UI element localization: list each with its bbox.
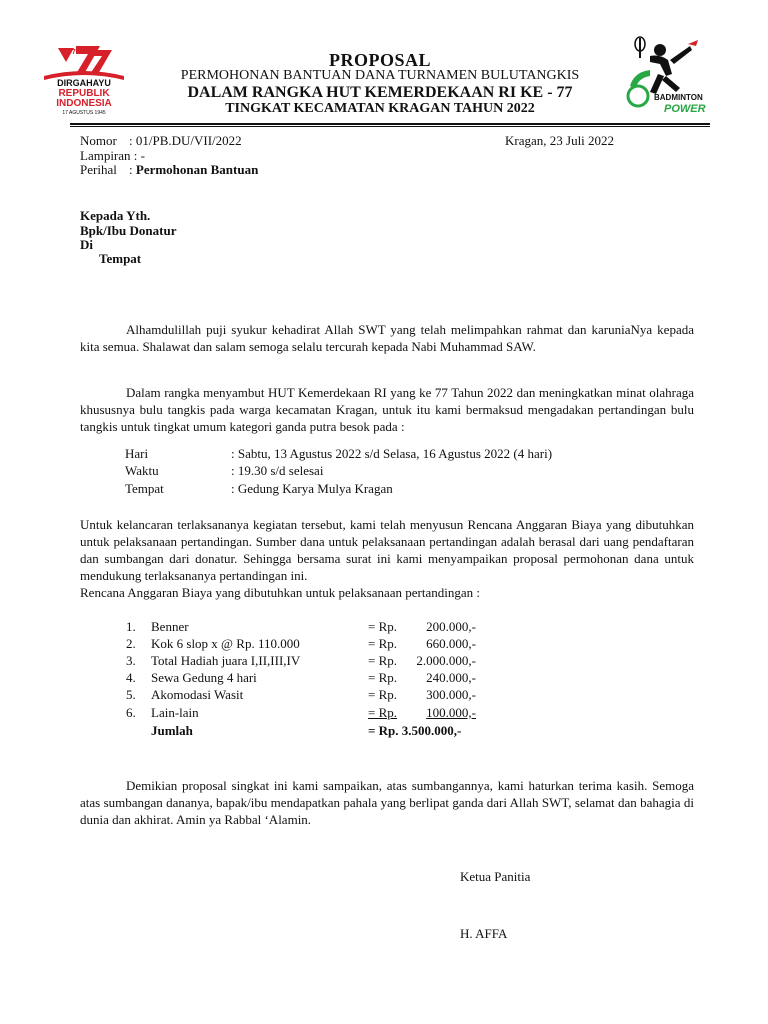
schedule-waktu-label: Waktu — [125, 463, 159, 478]
budget-item-amount: 300.000,- — [426, 687, 476, 702]
perihal-value: Permohonan Bantuan — [135, 162, 259, 177]
perihal-line — [80, 162, 258, 178]
schedule-tempat-label: Tempat — [125, 481, 164, 496]
header-line-2: PERMOHONAN BANTUAN DANA TURNAMEN BULUTANGKIS — [180, 68, 580, 83]
budget-item-no: 4. — [126, 670, 136, 685]
budget-item-eq: = Rp. — [368, 705, 398, 720]
logo-left-77: 77 — [68, 49, 76, 56]
signature-name: H. AFFA — [460, 926, 508, 941]
paragraph-budget-intro: Untuk kelancaran terlaksananya kegiatan tersebut, kami telah menyusun Rencana Anggaran Biaya yang dibutuhkan untuk pelaksanaan pertandingan. Sumber dana untuk pelaksanaan pertandingan adalah berasal dari uang pendaftaran dan sumbangan dari donatur. Sehingga bersama surat ini kami menyampaikan proposal permohonan dana untuk mendukung terlaksananya pertandingan ini. — [80, 517, 694, 583]
perihal-colon: : — [129, 162, 133, 177]
header-line-3: DALAM RANGKA HUT KEMERDEKAAN RI KE - 77 — [187, 84, 573, 101]
header-rule-thick — [70, 123, 710, 125]
budget-item-eq: = Rp. — [368, 619, 398, 634]
nomor-line — [80, 133, 242, 149]
budget-item — [80, 636, 640, 653]
header-line-4: TINGKAT KECAMATAN KRAGAN TAHUN 2022 — [225, 101, 535, 116]
recipient-line-3: Di — [80, 237, 93, 252]
hut-ri-77-logo — [40, 40, 128, 118]
perihal-label: Perihal — [80, 162, 117, 177]
logo-right-badminton: BADMINTON — [654, 93, 703, 102]
lampiran-label: Lampiran — [80, 148, 131, 163]
budget-item-no: 1. — [126, 619, 136, 634]
nomor-label: Nomor — [80, 133, 117, 148]
budget-item-name: Lain-lain — [151, 705, 199, 720]
nomor-value: : 01/PB.DU/VII/2022 — [129, 133, 242, 148]
budget-item — [80, 705, 640, 722]
budget-item — [80, 687, 640, 704]
budget-item-eq: = Rp. — [368, 636, 398, 651]
logo-left-republik: REPUBLIK — [58, 88, 110, 99]
recipient-line-1: Kepada Yth. — [80, 208, 151, 223]
recipient-line-2: Bpk/Ibu Donatur — [80, 223, 177, 238]
proposal-title: PROPOSAL — [328, 50, 431, 70]
badminton-power-logo — [620, 36, 718, 118]
budget-item — [80, 653, 640, 670]
lampiran-value: : - — [133, 148, 145, 163]
budget-item-no: 3. — [126, 653, 136, 668]
budget-item-amount: 2.000.000,- — [416, 653, 476, 668]
budget-item-name: Sewa Gedung 4 hari — [151, 670, 257, 685]
budget-total-value: = Rp. 3.500.000,- — [368, 723, 462, 738]
budget-item-amount: 200.000,- — [426, 619, 476, 634]
budget-item — [80, 670, 640, 687]
budget-total — [80, 723, 640, 740]
schedule-tempat-value: : Gedung Karya Mulya Kragan — [231, 481, 393, 496]
schedule-hari-label: Hari — [125, 446, 149, 461]
budget-item-name: Total Hadiah juara I,II,III,IV — [151, 653, 301, 668]
budget-item-no: 5. — [126, 687, 136, 702]
budget-item-amount: 660.000,- — [426, 636, 476, 651]
budget-item-name: Kok 6 slop x @ Rp. 110.000 — [151, 636, 300, 651]
budget-item-eq: = Rp. — [368, 670, 398, 685]
budget-item-no: 2. — [126, 636, 136, 651]
budget-item — [80, 619, 640, 636]
budget-item-name: Benner — [151, 619, 189, 634]
logo-left-date: 17 AGUSTUS 1945 — [62, 110, 106, 116]
logo-right-power: POWER — [664, 103, 706, 115]
budget-item-eq: = Rp. — [368, 687, 398, 702]
paragraph-budget-lead: Rencana Anggaran Biaya yang dibutuhkan untuk pelaksanaan pertandingan : — [80, 585, 480, 600]
header-rule-thin — [70, 126, 710, 127]
signature-role: Ketua Panitia — [460, 869, 531, 884]
budget-item-amount: 240.000,- — [426, 670, 476, 685]
budget-item-no: 6. — [126, 705, 136, 720]
budget-item-amount: 100.000,- — [426, 705, 476, 720]
recipient-line-4: Tempat — [99, 251, 142, 266]
budget-item-eq: = Rp. — [368, 653, 398, 668]
logo-left-indonesia: INDONESIA — [56, 98, 112, 109]
logo-left-dirgahayu: DIRGAHAYU — [57, 78, 111, 88]
schedule-waktu-value: : 19.30 s/d selesai — [231, 463, 324, 478]
schedule-hari-value: : Sabtu, 13 Agustus 2022 s/d Selasa, 16 Agustus 2022 (4 hari) — [231, 446, 553, 461]
paragraph-closing: Demikian proposal singkat ini kami sampaikan, atas sumbangannya, kami haturkan terima kasih. Semoga atas sumbangan dananya, bapak/ibu mendapatkan pahala yang berlipat ganda dari Allah SWT, selamat dan bahagia di dunia dan akhirat. Amin ya Rabbal ‘Alamin. — [80, 778, 694, 827]
place-date: Kragan, 23 Juli 2022 — [505, 133, 615, 148]
budget-total-label: Jumlah — [151, 723, 193, 738]
paragraph-opening: Alhamdulillah puji syukur kehadirat Allah SWT yang telah melimpahkan rahmat dan karuniaNya kepada kita semua. Shalawat dan salam semoga selalu tercurah kepada Nabi Muhammad SAW. — [80, 322, 694, 354]
budget-item-name: Akomodasi Wasit — [151, 687, 244, 702]
paragraph-purpose: Dalam rangka menyambut HUT Kemerdekaan RI yang ke 77 Tahun 2022 dan meningkatkan minat olahraga khususnya bulu tangkis pada warga kecamatan Kragan, untuk itu kami bermaksud mengadakan pertandingan bulu tangkis untuk tingkat umum kategori ganda putra besok pada : — [80, 385, 694, 434]
